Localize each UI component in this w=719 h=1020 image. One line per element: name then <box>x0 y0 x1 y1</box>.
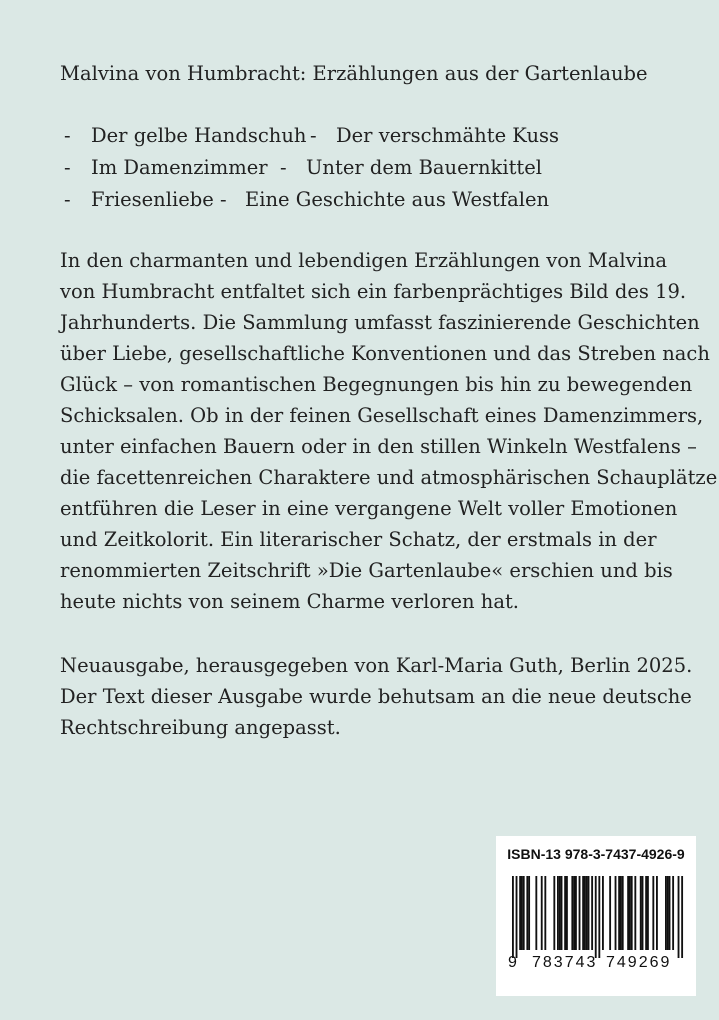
barcode-digits-left: 783743 <box>532 954 598 971</box>
barcode-bar <box>631 876 633 950</box>
story-title: Unter dem Bauernkittel <box>306 156 543 179</box>
description-line: über Liebe, gesellschaftliche Konventionen und das Streben nach <box>60 342 710 365</box>
barcode-bar <box>609 876 611 950</box>
barcode-digit-first: 9 <box>508 954 517 971</box>
list-dash: - <box>220 188 227 211</box>
barcode-bar <box>640 876 642 950</box>
barcode-bar <box>647 876 649 950</box>
barcode-bar <box>526 876 528 950</box>
story-title: Friesenliebe <box>91 188 214 211</box>
barcode-bar <box>566 876 568 950</box>
description-line: und Zeitkolorit. Ein literarischer Schatz, der erstmals in der <box>60 528 657 551</box>
story-title: Im Damenzimmer <box>91 156 268 179</box>
barcode-bar <box>591 876 593 950</box>
list-dash: - <box>64 124 71 147</box>
barcode-bar <box>559 876 561 950</box>
edition-line: Neuausgabe, herausgegeben von Karl-Maria Guth, Berlin 2025. <box>60 654 693 677</box>
barcode-bar <box>528 876 530 950</box>
barcode-bar <box>598 876 600 958</box>
barcode-bar <box>573 876 575 950</box>
barcode-bar <box>541 876 543 950</box>
isbn-barcode-box <box>496 836 696 996</box>
barcode-bar <box>672 876 674 950</box>
description-line: renommierten Zeitschrift »Die Gartenlaube« erschien und bis <box>60 559 673 582</box>
description-line: die facettenreichen Charaktere und atmosphärischen Schauplätze <box>60 466 718 489</box>
list-dash: - <box>64 188 71 211</box>
barcode-bar <box>584 876 586 950</box>
barcode-bar <box>582 876 584 950</box>
description-line: In den charmanten und lebendigen Erzählungen von Malvina <box>60 249 668 272</box>
barcode-bar <box>519 876 521 950</box>
barcode-bar <box>571 876 573 950</box>
barcode-bar <box>615 876 617 950</box>
barcode-bar <box>620 876 622 950</box>
description-line: heute nichts von seinem Charme verloren hat. <box>60 590 519 613</box>
barcode-bar <box>667 876 669 950</box>
barcode-bar <box>627 876 629 950</box>
description-line: Jahrhunderts. Die Sammlung umfasst faszinierende Geschichten <box>60 311 700 334</box>
story-title: Der gelbe Handschuh <box>91 124 307 147</box>
barcode-bar <box>665 876 667 950</box>
edition-line: Rechtschreibung angepasst. <box>60 716 341 739</box>
edition-line: Der Text dieser Ausgabe wurde behutsam an die neue deutsche <box>60 685 692 708</box>
list-dash: - <box>310 124 317 147</box>
barcode-bar <box>579 876 581 950</box>
barcode-bar <box>561 876 563 950</box>
story-title: Eine Geschichte aus Westfalen <box>245 188 550 211</box>
book-title: Malvina von Humbracht: Erzählungen aus der Gartenlaube <box>60 62 648 85</box>
barcode-bar <box>645 876 647 950</box>
barcode-bar <box>622 876 624 950</box>
barcode-bar <box>523 876 525 950</box>
barcode-bar <box>512 876 514 958</box>
barcode-bar <box>678 876 680 958</box>
barcode-bar <box>575 876 577 950</box>
barcode-bar <box>564 876 566 950</box>
barcode-bar <box>553 876 555 950</box>
barcode-bar <box>602 876 604 950</box>
barcode-bar <box>535 876 537 950</box>
barcode-bar <box>652 876 654 950</box>
description <box>60 245 718 617</box>
barcode-bar <box>656 876 658 950</box>
description-line: Schicksalen. Ob in der feinen Gesellschaft eines Damenzimmers, <box>60 404 704 427</box>
barcode-bar <box>642 876 644 950</box>
barcode-bar <box>557 876 559 950</box>
barcode-digits-right: 749269 <box>606 954 672 971</box>
barcode-bar <box>618 876 620 950</box>
barcode-bar <box>521 876 523 950</box>
list-dash: - <box>280 156 287 179</box>
barcode-bar <box>516 876 518 958</box>
barcode-bar <box>544 876 546 950</box>
description-line: unter einfachen Bauern oder in den stillen Winkeln Westfalens – <box>60 435 697 458</box>
barcode-bar <box>669 876 671 950</box>
barcode-bar <box>634 876 636 950</box>
description-line: Glück – von romantischen Begegnungen bis hin zu bewegenden <box>60 373 693 396</box>
description-line: von Humbracht entfaltet sich ein farbenprächtiges Bild des 19. <box>60 280 687 303</box>
edition-note <box>60 650 693 743</box>
barcode-bar <box>681 876 683 958</box>
barcode-bar <box>586 876 588 950</box>
list-dash: - <box>64 156 71 179</box>
isbn-label: ISBN-13 978-3-7437-4926-9 <box>507 846 685 862</box>
barcode-bar <box>629 876 631 950</box>
barcode-bar <box>595 876 597 958</box>
barcode-bar <box>588 876 590 950</box>
story-title: Der verschmähte Kuss <box>336 124 560 147</box>
barcode-graphic <box>496 872 696 958</box>
description-line: entführen die Leser in eine vergangene Welt voller Emotionen <box>60 497 678 520</box>
